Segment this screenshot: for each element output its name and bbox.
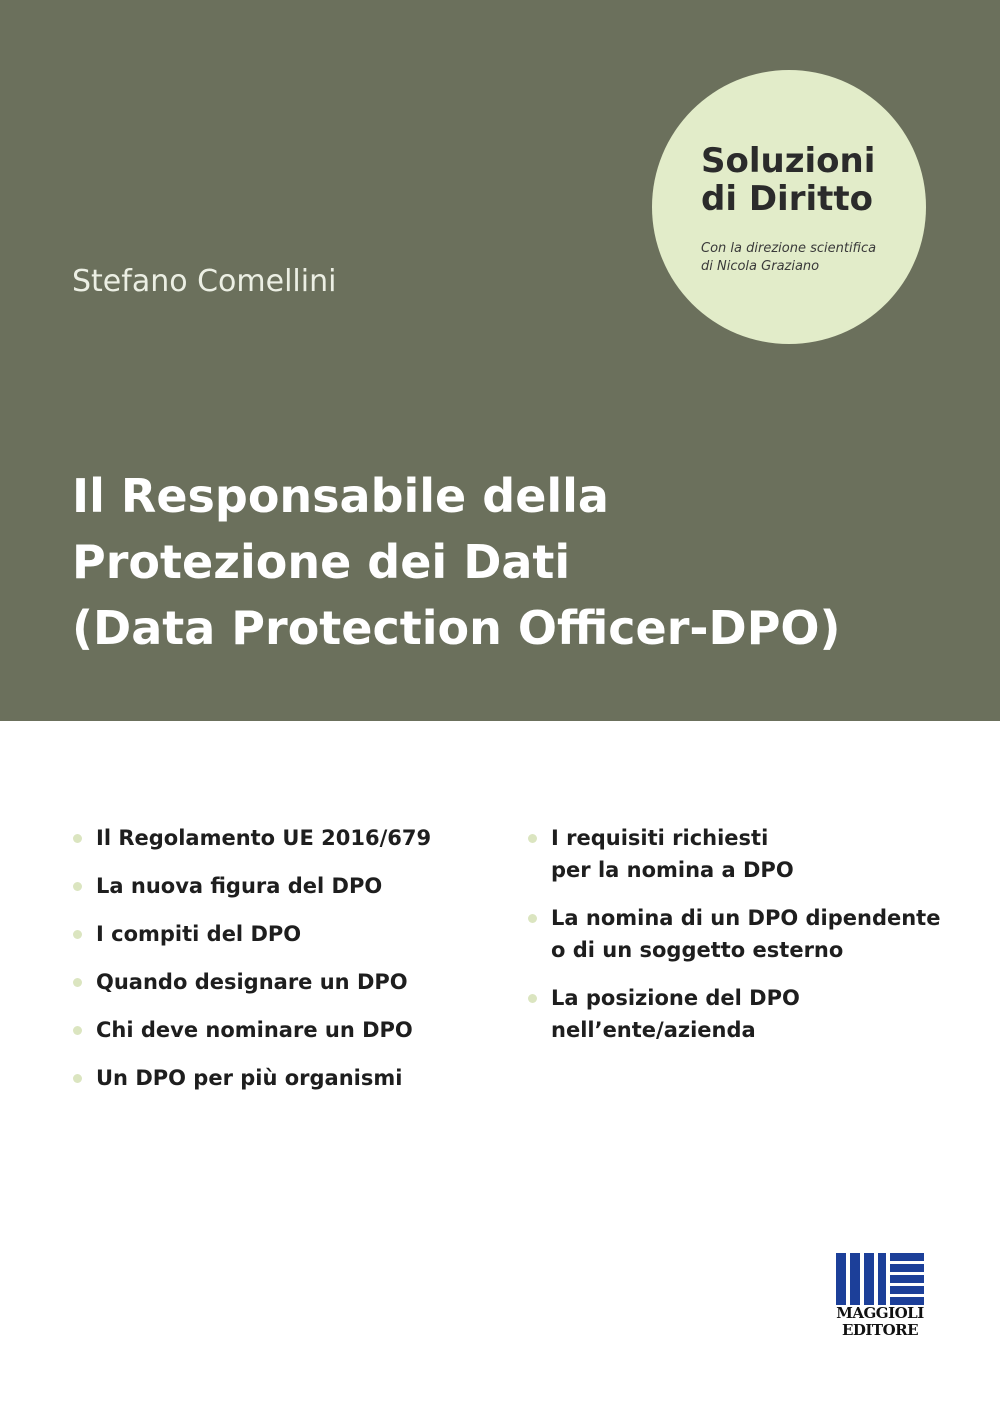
- list-item-text: Quando designare un DPO: [96, 970, 408, 994]
- maggioli-logo-icon: [836, 1253, 924, 1305]
- series-direction-line: di Nicola Graziano: [701, 259, 820, 274]
- bullet-icon: [528, 914, 537, 923]
- list-item: [72, 1014, 431, 1046]
- bullet-icon: [73, 1074, 82, 1083]
- list-item: [527, 902, 940, 966]
- publisher-name: [830, 1305, 930, 1339]
- series-name-line: di Diritto: [701, 179, 873, 219]
- list-item-text: La posizione del DPO: [551, 986, 800, 1010]
- bullet-icon: [73, 978, 82, 987]
- series-name: [701, 142, 901, 218]
- list-item: [527, 822, 940, 886]
- book-title-line: (Data Protection Officer-DPO): [72, 601, 841, 655]
- list-item: [72, 870, 431, 902]
- series-badge: [652, 70, 926, 344]
- publisher-logo: [830, 1253, 930, 1343]
- book-title-line: Protezione dei Dati: [72, 535, 571, 589]
- contents-list-left: [72, 822, 431, 1110]
- publisher-name-line: MAGGIOLI: [836, 1304, 924, 1322]
- list-item-text: La nuova figura del DPO: [96, 874, 383, 898]
- bullet-icon: [528, 834, 537, 843]
- bullet-icon: [528, 994, 537, 1003]
- list-item-text: o di un soggetto esterno: [551, 938, 844, 962]
- book-title-line: Il Responsabile della: [72, 469, 609, 523]
- list-item: [72, 822, 431, 854]
- series-direction: [701, 240, 901, 276]
- bullet-icon: [73, 1026, 82, 1035]
- list-item-text: Chi deve nominare un DPO: [96, 1018, 413, 1042]
- list-item-text: I compiti del DPO: [96, 922, 302, 946]
- list-item-text: per la nomina a DPO: [551, 858, 794, 882]
- list-item-text: Il Regolamento UE 2016/679: [96, 826, 432, 850]
- list-item: [72, 1062, 431, 1094]
- author-name: Stefano Comellini: [72, 264, 337, 299]
- book-title: [72, 463, 972, 661]
- bullet-icon: [73, 882, 82, 891]
- series-direction-line: Con la direzione scientifica: [701, 241, 877, 256]
- publisher-name-line: EDITORE: [841, 1321, 919, 1339]
- list-item: [72, 918, 431, 950]
- bullet-icon: [73, 930, 82, 939]
- contents-list-right: [527, 822, 940, 1062]
- list-item: [527, 982, 940, 1046]
- series-name-line: Soluzioni: [701, 141, 876, 181]
- list-item: [72, 966, 431, 998]
- list-item-text: I requisiti richiesti: [551, 826, 769, 850]
- bullet-icon: [73, 834, 82, 843]
- list-item-text: nell’ente/azienda: [551, 1018, 756, 1042]
- list-item-text: La nomina di un DPO dipendente: [551, 906, 941, 930]
- list-item-text: Un DPO per più organismi: [96, 1066, 403, 1090]
